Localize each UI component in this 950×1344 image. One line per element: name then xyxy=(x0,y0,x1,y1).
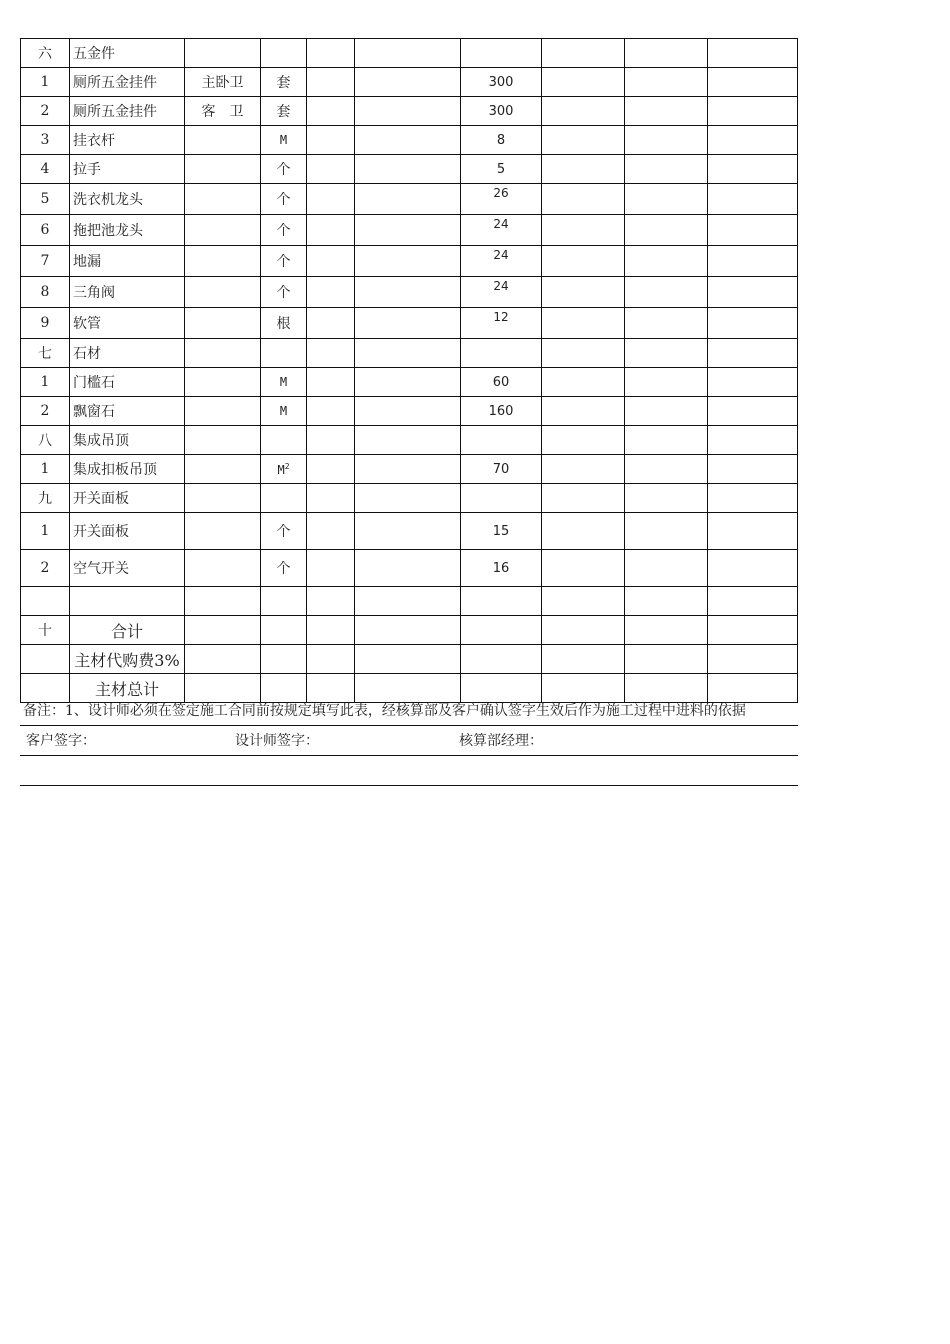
empty-cell xyxy=(542,277,625,308)
empty-cell xyxy=(307,426,355,455)
row-index-cell xyxy=(21,645,70,674)
empty-cell xyxy=(542,397,625,426)
empty-cell xyxy=(625,368,708,397)
empty-cell xyxy=(355,426,461,455)
table-row xyxy=(21,550,798,587)
empty-cell xyxy=(625,455,708,484)
empty-cell xyxy=(542,184,625,215)
row-index-cell: 1 xyxy=(21,368,70,397)
empty-cell xyxy=(708,368,798,397)
empty-cell xyxy=(708,126,798,155)
empty-cell xyxy=(307,97,355,126)
table-row xyxy=(21,155,798,184)
item-name-cell: 拖把池龙头 xyxy=(70,215,185,246)
item-unit-cell: 个 xyxy=(261,184,307,215)
item-unit-cell xyxy=(261,616,307,645)
item-name-cell xyxy=(70,587,185,616)
item-price-cell: 16 xyxy=(461,550,542,587)
empty-cell xyxy=(542,513,625,550)
item-price-cell: 300 xyxy=(461,97,542,126)
remark-line xyxy=(20,697,798,726)
empty-cell xyxy=(355,455,461,484)
item-name-cell: 主材代购费3% xyxy=(70,645,185,674)
empty-cell xyxy=(307,155,355,184)
empty-cell xyxy=(307,616,355,645)
table-row xyxy=(21,126,798,155)
item-price-cell xyxy=(461,616,542,645)
item-unit-cell: 套 xyxy=(261,68,307,97)
item-name-cell: 合计 xyxy=(70,616,185,645)
empty-cell xyxy=(355,513,461,550)
row-index-cell: 2 xyxy=(21,550,70,587)
empty-cell xyxy=(307,308,355,339)
empty-cell xyxy=(708,97,798,126)
item-spec-cell: 客 卫 xyxy=(185,97,261,126)
item-price-cell xyxy=(461,484,542,513)
empty-cell xyxy=(307,277,355,308)
empty-cell xyxy=(542,426,625,455)
empty-cell xyxy=(355,155,461,184)
item-name-cell: 主材总计 xyxy=(70,674,185,703)
empty-cell xyxy=(542,39,625,68)
empty-cell xyxy=(708,277,798,308)
item-name-cell: 三角阀 xyxy=(70,277,185,308)
row-index-cell: 8 xyxy=(21,277,70,308)
empty-cell xyxy=(625,550,708,587)
table-row xyxy=(21,426,798,455)
accounting-manager-signature-label: 核算部经理： xyxy=(459,733,543,749)
item-spec-cell xyxy=(185,246,261,277)
empty-cell xyxy=(708,426,798,455)
item-unit-cell xyxy=(261,587,307,616)
empty-cell xyxy=(307,455,355,484)
empty-cell xyxy=(355,308,461,339)
item-spec-cell xyxy=(185,215,261,246)
empty-cell xyxy=(625,308,708,339)
table-row xyxy=(21,68,798,97)
item-name-cell: 挂衣杆 xyxy=(70,126,185,155)
row-index-cell: 十 xyxy=(21,616,70,645)
item-unit-cell: 根 xyxy=(261,308,307,339)
empty-cell xyxy=(708,397,798,426)
empty-cell xyxy=(307,126,355,155)
empty-cell xyxy=(625,184,708,215)
empty-cell xyxy=(307,68,355,97)
item-unit-cell xyxy=(261,339,307,368)
table-row xyxy=(21,455,798,484)
empty-cell xyxy=(708,215,798,246)
row-index-cell: 9 xyxy=(21,308,70,339)
empty-cell xyxy=(625,587,708,616)
item-unit-cell: M xyxy=(261,368,307,397)
item-unit-cell: 个 xyxy=(261,155,307,184)
row-index-cell: 1 xyxy=(21,455,70,484)
empty-cell xyxy=(355,39,461,68)
item-price-cell xyxy=(461,39,542,68)
empty-cell xyxy=(307,513,355,550)
empty-cell xyxy=(542,368,625,397)
empty-cell xyxy=(307,339,355,368)
empty-cell xyxy=(307,645,355,674)
item-spec-cell xyxy=(185,277,261,308)
empty-cell xyxy=(355,645,461,674)
empty-cell xyxy=(625,426,708,455)
empty-cell xyxy=(542,484,625,513)
materials-table xyxy=(20,38,798,703)
empty-cell xyxy=(355,277,461,308)
item-price-cell xyxy=(461,645,542,674)
empty-cell xyxy=(708,645,798,674)
empty-cell xyxy=(542,246,625,277)
table-row xyxy=(21,513,798,550)
empty-cell xyxy=(708,587,798,616)
item-price-cell xyxy=(461,587,542,616)
empty-cell xyxy=(708,308,798,339)
table-row xyxy=(21,368,798,397)
empty-cell xyxy=(307,215,355,246)
materials-table-body xyxy=(21,39,798,703)
empty-cell xyxy=(708,550,798,587)
item-name-cell: 拉手 xyxy=(70,155,185,184)
empty-cell xyxy=(542,645,625,674)
item-name-cell: 厕所五金挂件 xyxy=(70,97,185,126)
item-unit-cell: 个 xyxy=(261,277,307,308)
item-name-cell: 地漏 xyxy=(70,246,185,277)
item-name-cell: 集成吊顶 xyxy=(70,426,185,455)
empty-cell xyxy=(355,126,461,155)
item-price-cell: 300 xyxy=(461,68,542,97)
empty-cell xyxy=(307,184,355,215)
item-spec-cell xyxy=(185,426,261,455)
table-row xyxy=(21,246,798,277)
item-unit-cell: M xyxy=(261,126,307,155)
item-name-cell: 五金件 xyxy=(70,39,185,68)
row-index-cell: 4 xyxy=(21,155,70,184)
empty-cell xyxy=(708,68,798,97)
empty-cell xyxy=(625,277,708,308)
item-name-cell: 空气开关 xyxy=(70,550,185,587)
table-row xyxy=(21,308,798,339)
empty-cell xyxy=(625,513,708,550)
item-unit-cell xyxy=(261,645,307,674)
item-price-cell: 8 xyxy=(461,126,542,155)
item-price-cell xyxy=(461,339,542,368)
empty-cell xyxy=(542,308,625,339)
row-index-cell: 六 xyxy=(21,39,70,68)
table-row xyxy=(21,587,798,616)
signature-line xyxy=(20,727,798,756)
empty-cell xyxy=(708,513,798,550)
item-name-cell: 门槛石 xyxy=(70,368,185,397)
empty-cell xyxy=(625,39,708,68)
empty-cell xyxy=(542,550,625,587)
row-index-cell: 3 xyxy=(21,126,70,155)
empty-cell xyxy=(355,368,461,397)
item-price-cell: 24 xyxy=(461,277,542,308)
item-price-cell: 5 xyxy=(461,155,542,184)
empty-cell xyxy=(307,397,355,426)
empty-cell xyxy=(307,246,355,277)
footer-empty-row xyxy=(20,756,798,786)
item-unit-cell: $M^2$ xyxy=(261,455,307,484)
table-row xyxy=(21,277,798,308)
item-unit-cell: 个 xyxy=(261,550,307,587)
remark-text: 备注：1、设计师必须在签定施工合同前按规定填写此表，经核算部及客户确认签字生效后作为施工过程中进料的依据 xyxy=(23,703,746,719)
item-spec-cell xyxy=(185,126,261,155)
empty-cell xyxy=(542,155,625,184)
table-row xyxy=(21,339,798,368)
row-index-cell: 7 xyxy=(21,246,70,277)
empty-cell xyxy=(542,215,625,246)
empty-cell xyxy=(542,126,625,155)
unit-superscript: 2 xyxy=(284,461,290,471)
empty-cell xyxy=(708,616,798,645)
item-price-cell: 24 xyxy=(461,215,542,246)
empty-cell xyxy=(625,97,708,126)
empty-cell xyxy=(355,484,461,513)
item-spec-cell xyxy=(185,616,261,645)
empty-cell xyxy=(708,155,798,184)
item-unit-cell: M xyxy=(261,397,307,426)
item-unit-cell: 个 xyxy=(261,513,307,550)
empty-cell xyxy=(625,155,708,184)
item-unit-cell xyxy=(261,484,307,513)
empty-cell xyxy=(307,587,355,616)
empty-cell xyxy=(355,68,461,97)
item-price-cell: 160 xyxy=(461,397,542,426)
empty-cell xyxy=(625,246,708,277)
row-index-cell: 1 xyxy=(21,513,70,550)
empty-cell xyxy=(355,339,461,368)
empty-cell xyxy=(625,645,708,674)
item-name-cell: 开关面板 xyxy=(70,513,185,550)
empty-cell xyxy=(355,550,461,587)
empty-cell xyxy=(307,550,355,587)
empty-cell xyxy=(708,484,798,513)
item-spec-cell xyxy=(185,513,261,550)
table-row xyxy=(21,97,798,126)
row-index-cell: 1 xyxy=(21,68,70,97)
item-price-cell: 60 xyxy=(461,368,542,397)
empty-cell xyxy=(355,246,461,277)
table-row xyxy=(21,484,798,513)
empty-cell xyxy=(625,397,708,426)
empty-cell xyxy=(355,184,461,215)
item-price-cell: 24 xyxy=(461,246,542,277)
empty-cell xyxy=(708,246,798,277)
item-name-cell: 飘窗石 xyxy=(70,397,185,426)
table-row xyxy=(21,184,798,215)
row-index-cell: 九 xyxy=(21,484,70,513)
empty-cell xyxy=(625,126,708,155)
item-price-cell xyxy=(461,426,542,455)
item-unit-cell xyxy=(261,426,307,455)
materials-table-container xyxy=(20,38,798,703)
item-name-cell: 石材 xyxy=(70,339,185,368)
empty-cell xyxy=(355,97,461,126)
empty-cell xyxy=(542,68,625,97)
empty-cell xyxy=(355,587,461,616)
item-spec-cell xyxy=(185,484,261,513)
row-index-cell: 6 xyxy=(21,215,70,246)
table-row xyxy=(21,645,798,674)
row-index-cell: 七 xyxy=(21,339,70,368)
item-spec-cell xyxy=(185,645,261,674)
item-unit-cell: 个 xyxy=(261,246,307,277)
empty-cell xyxy=(355,215,461,246)
item-name-cell: 开关面板 xyxy=(70,484,185,513)
item-spec-cell xyxy=(185,184,261,215)
item-spec-cell xyxy=(185,339,261,368)
empty-cell xyxy=(625,215,708,246)
empty-cell xyxy=(542,455,625,484)
item-spec-cell xyxy=(185,455,261,484)
item-name-cell: 洗衣机龙头 xyxy=(70,184,185,215)
item-spec-cell xyxy=(185,587,261,616)
item-price-cell: 70 xyxy=(461,455,542,484)
row-index-cell: 2 xyxy=(21,97,70,126)
empty-cell xyxy=(708,184,798,215)
item-spec-cell xyxy=(185,155,261,184)
customer-signature-label: 客户签字： xyxy=(26,733,96,749)
empty-cell xyxy=(542,616,625,645)
row-index-cell: 八 xyxy=(21,426,70,455)
empty-cell xyxy=(708,39,798,68)
item-unit-cell: 个 xyxy=(261,215,307,246)
item-spec-cell xyxy=(185,397,261,426)
empty-cell xyxy=(708,455,798,484)
designer-signature-label: 设计师签字： xyxy=(235,733,319,749)
item-name-cell: 软管 xyxy=(70,308,185,339)
empty-cell xyxy=(625,484,708,513)
table-row xyxy=(21,39,798,68)
row-index-cell xyxy=(21,587,70,616)
table-row xyxy=(21,616,798,645)
empty-cell xyxy=(625,68,708,97)
item-price-cell: 12 xyxy=(461,308,542,339)
item-name-cell: 厕所五金挂件 xyxy=(70,68,185,97)
empty-cell xyxy=(625,339,708,368)
item-spec-cell xyxy=(185,368,261,397)
row-index-cell: 5 xyxy=(21,184,70,215)
empty-cell xyxy=(355,397,461,426)
item-spec-cell: 主卧卫 xyxy=(185,68,261,97)
item-spec-cell xyxy=(185,550,261,587)
table-row xyxy=(21,215,798,246)
row-index-cell: 2 xyxy=(21,397,70,426)
empty-cell xyxy=(542,97,625,126)
item-spec-cell xyxy=(185,308,261,339)
empty-cell xyxy=(307,368,355,397)
item-name-cell: 集成扣板吊顶 xyxy=(70,455,185,484)
empty-cell xyxy=(542,339,625,368)
item-unit-cell xyxy=(261,39,307,68)
table-row xyxy=(21,397,798,426)
item-price-cell: 26 xyxy=(461,184,542,215)
empty-cell xyxy=(307,39,355,68)
empty-cell xyxy=(625,616,708,645)
empty-cell xyxy=(542,587,625,616)
item-price-cell: 15 xyxy=(461,513,542,550)
item-spec-cell xyxy=(185,39,261,68)
item-unit-cell: 套 xyxy=(261,97,307,126)
empty-cell xyxy=(307,484,355,513)
empty-cell xyxy=(708,339,798,368)
empty-cell xyxy=(355,616,461,645)
